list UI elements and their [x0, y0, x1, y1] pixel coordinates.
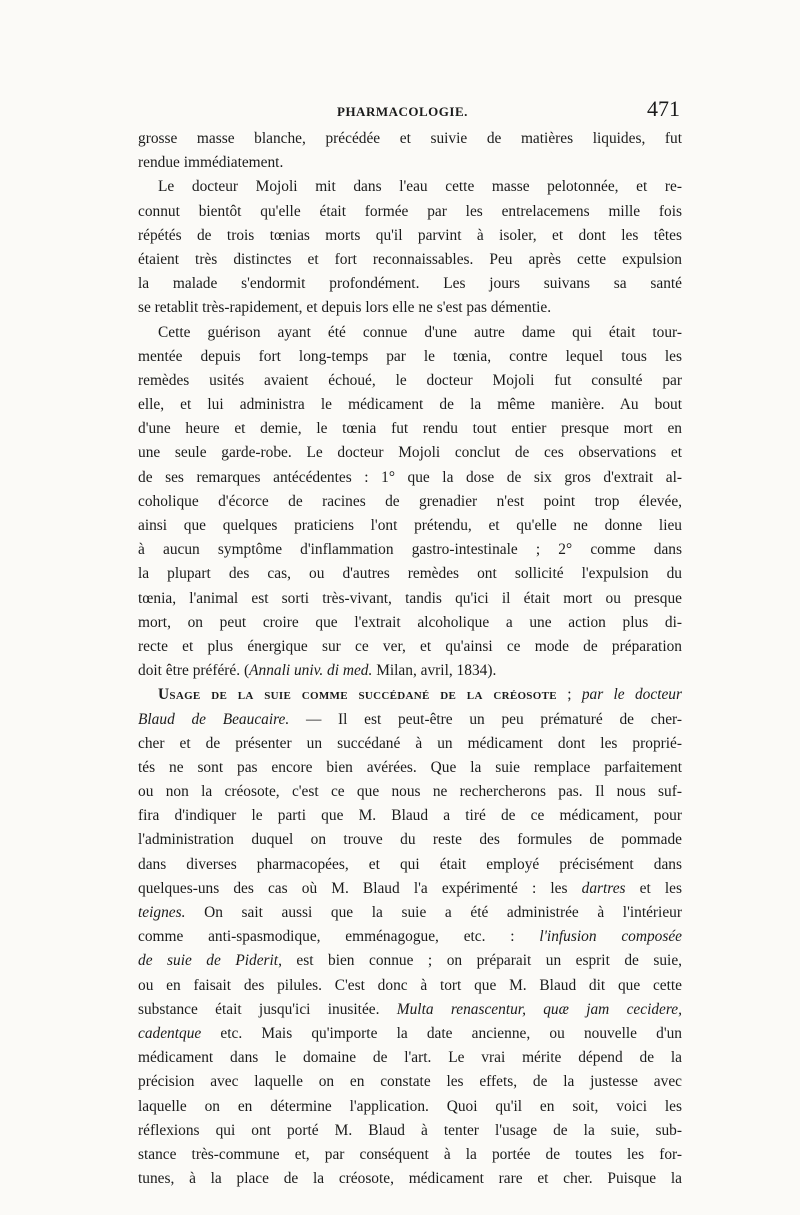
text-line — [138, 683, 682, 707]
text-line — [138, 853, 682, 877]
text-run: à aucun symptôme d'inflammation gastro-intestinale ; 2° comme dans — [138, 541, 682, 559]
text-run: cher et de présenter un succédané à un médicament dont les proprié- — [138, 734, 682, 752]
italic-text: l'infusion composée — [539, 928, 683, 946]
running-title: PHARMACOLOGIE. — [337, 104, 468, 119]
text-run: recte et plus énergique sur ce ver, et qu'ainsi ce mode de préparation — [138, 637, 682, 655]
text-run: étaient très distinctes et fort reconnaissables. Peu après cette expulsion — [138, 250, 682, 268]
text-run: elle, et lui administra le médicament de la même manière. Au bout — [138, 396, 682, 414]
text-line — [138, 780, 682, 804]
text-run: ou en faisait des pilules. C'est donc à tort que M. Blaud dit que cette — [138, 976, 682, 994]
text-run: se retablit très-rapidement, et depuis lors elle ne s'est pas démentie. — [138, 299, 552, 317]
text-line — [138, 587, 682, 611]
text-line — [138, 224, 682, 248]
text-run: répétés de trois tœnias morts qu'il parvint à isoler, et dont les têtes — [138, 226, 682, 244]
text-line — [138, 441, 682, 465]
text-line — [138, 345, 682, 369]
text-run: coholique d'écorce de racines de grenadier n'est point trop élevée, — [138, 492, 682, 510]
text-run: connut bientôt qu'elle était formée par les entrelacemens mille fois — [138, 202, 682, 220]
text-run: la malade s'endormit profondément. Les jours suivans sa santé — [138, 275, 682, 293]
italic-text: cadentque — [138, 1024, 202, 1042]
text-run: Le docteur Mojoli mit dans l'eau cette masse pelotonnée, et re- — [158, 178, 682, 196]
text-line — [138, 877, 682, 901]
text-line — [138, 127, 682, 151]
text-run: laquelle on en détermine l'application. Quoi qu'il en soit, voici les — [138, 1097, 682, 1115]
text-line — [138, 175, 682, 199]
text-line — [138, 369, 682, 393]
body-text — [138, 127, 682, 1191]
text-line — [138, 925, 682, 949]
section-heading: Usage de la suie comme succédané de la créosote — [158, 686, 557, 704]
text-line — [138, 635, 682, 659]
text-run: remèdes usités avaient échoué, le docteur Mojoli fut consulté par — [138, 371, 682, 389]
text-run: doit être préféré. ( — [138, 662, 250, 680]
text-run: Cette guérison ayant été connue d'une autre dame qui était tour- — [158, 323, 682, 341]
text-run: tés ne sont pas encore bien avérées. Que la suie remplace parfaitement — [138, 758, 682, 776]
text-run: ; — [556, 686, 582, 704]
italic-text: teignes. — [138, 904, 186, 921]
text-line — [138, 1095, 682, 1119]
running-head — [140, 96, 680, 126]
text-line — [138, 321, 682, 345]
text-run: etc. Mais qu'importe la date ancienne, ou nouvelle d'un — [201, 1024, 682, 1042]
text-run: substance était jusqu'ici inusitée. — [138, 1000, 397, 1018]
text-run: quelques-uns des cas où M. Blaud l'a expérimenté : les — [138, 879, 582, 897]
text-line — [138, 998, 682, 1022]
text-run: grosse masse blanche, précédée et suivie de matières liquides, fut — [138, 130, 682, 147]
text-line — [138, 974, 682, 998]
text-line — [138, 804, 682, 828]
text-line — [138, 949, 682, 973]
text-line — [138, 901, 682, 925]
text-run: , est bien connue ; on préparait un esprit de suie, — [278, 952, 682, 970]
text-run: et les — [625, 879, 683, 897]
text-line — [138, 1022, 682, 1046]
text-line — [138, 1070, 682, 1094]
text-run: une seule garde-robe. Le docteur Mojoli conclut de ces observations et — [138, 444, 682, 462]
text-line — [138, 151, 682, 175]
text-line — [138, 1167, 682, 1191]
text-run: tunes, à la place de la créosote, médicament rare et cher. Puisque la — [138, 1170, 682, 1188]
text-line — [138, 659, 682, 683]
text-line — [138, 417, 682, 441]
text-line — [138, 393, 682, 417]
text-line — [138, 466, 682, 490]
italic-text: par le docteur — [581, 686, 682, 704]
text-line — [138, 756, 682, 780]
text-run: mentée depuis fort long-temps par le tœnia, contre lequel tous les — [138, 347, 682, 365]
text-line — [138, 732, 682, 756]
text-line — [138, 248, 682, 272]
text-run: ou non la créosote, c'est ce que nous ne rechercherons pas. Il nous suf- — [138, 783, 682, 801]
text-line — [138, 296, 682, 320]
italic-text: de suie de Piderit — [138, 952, 279, 970]
text-line — [138, 514, 682, 538]
text-run: stance très-commune et, par conséquent à la portée de toutes les for- — [138, 1145, 682, 1163]
text-run: ainsi que quelques praticiens l'ont prétendu, et qu'elle ne donne lieu — [138, 517, 682, 534]
text-line — [138, 200, 682, 224]
text-line — [138, 490, 682, 514]
text-run: On sait aussi que la suie a été administrée à l'intérieur — [185, 904, 682, 921]
italic-text: Multa renascentur, quæ jam cecidere, — [396, 1000, 682, 1018]
text-run: précision avec laquelle on en constate les effets, de la justesse avec — [138, 1073, 682, 1091]
text-line — [138, 562, 682, 586]
text-line — [138, 272, 682, 296]
text-run: tœnia, l'animal est sorti très-vivant, tandis qu'ici il était mort ou presque — [138, 589, 682, 607]
text-run: mort, on peut croire que l'extrait alcoholique a une action plus di- — [138, 613, 682, 631]
text-line — [138, 708, 682, 732]
text-run: fira d'indiquer le parti que M. Blaud a tiré de ce médicament, pour — [138, 807, 682, 825]
text-run: médicament dans le domaine de l'art. Le vrai mérite dépend de la — [138, 1049, 682, 1067]
text-run: d'une heure et demie, le tœnia fut rendu tout entier presque mort en — [138, 420, 682, 438]
text-run: — Il est peut-être un peu prématuré de cher- — [289, 710, 682, 728]
text-run: dans diverses pharmacopées, et qui était employé précisément dans — [138, 855, 682, 873]
italic-text: dartres — [581, 879, 626, 897]
text-run: rendue immédiatement. — [138, 154, 284, 172]
text-line — [138, 828, 682, 852]
text-line — [138, 611, 682, 635]
text-line — [138, 1143, 682, 1167]
italic-text: Annali univ. di med. — [249, 662, 373, 680]
text-run: l'administration duquel on trouve du reste des formules de pommade — [138, 831, 682, 849]
text-run: Milan, avril, 1834). — [372, 662, 497, 680]
text-run: réflexions qui ont porté M. Blaud à tenter l'usage de la suie, sub- — [138, 1121, 682, 1139]
text-line — [138, 1119, 682, 1143]
italic-text: Blaud de Beaucaire. — [138, 710, 290, 728]
text-run: la plupart des cas, ou d'autres remèdes ont sollicité l'expulsion du — [138, 565, 682, 583]
text-run: de ses remarques antécédentes : 1° que la dose de six gros d'extrait al- — [138, 468, 682, 486]
text-run: comme anti-spasmodique, emménagogue, etc. : — [138, 928, 540, 946]
text-line — [138, 538, 682, 562]
text-line — [138, 1046, 682, 1070]
page-number: 471 — [647, 96, 680, 121]
